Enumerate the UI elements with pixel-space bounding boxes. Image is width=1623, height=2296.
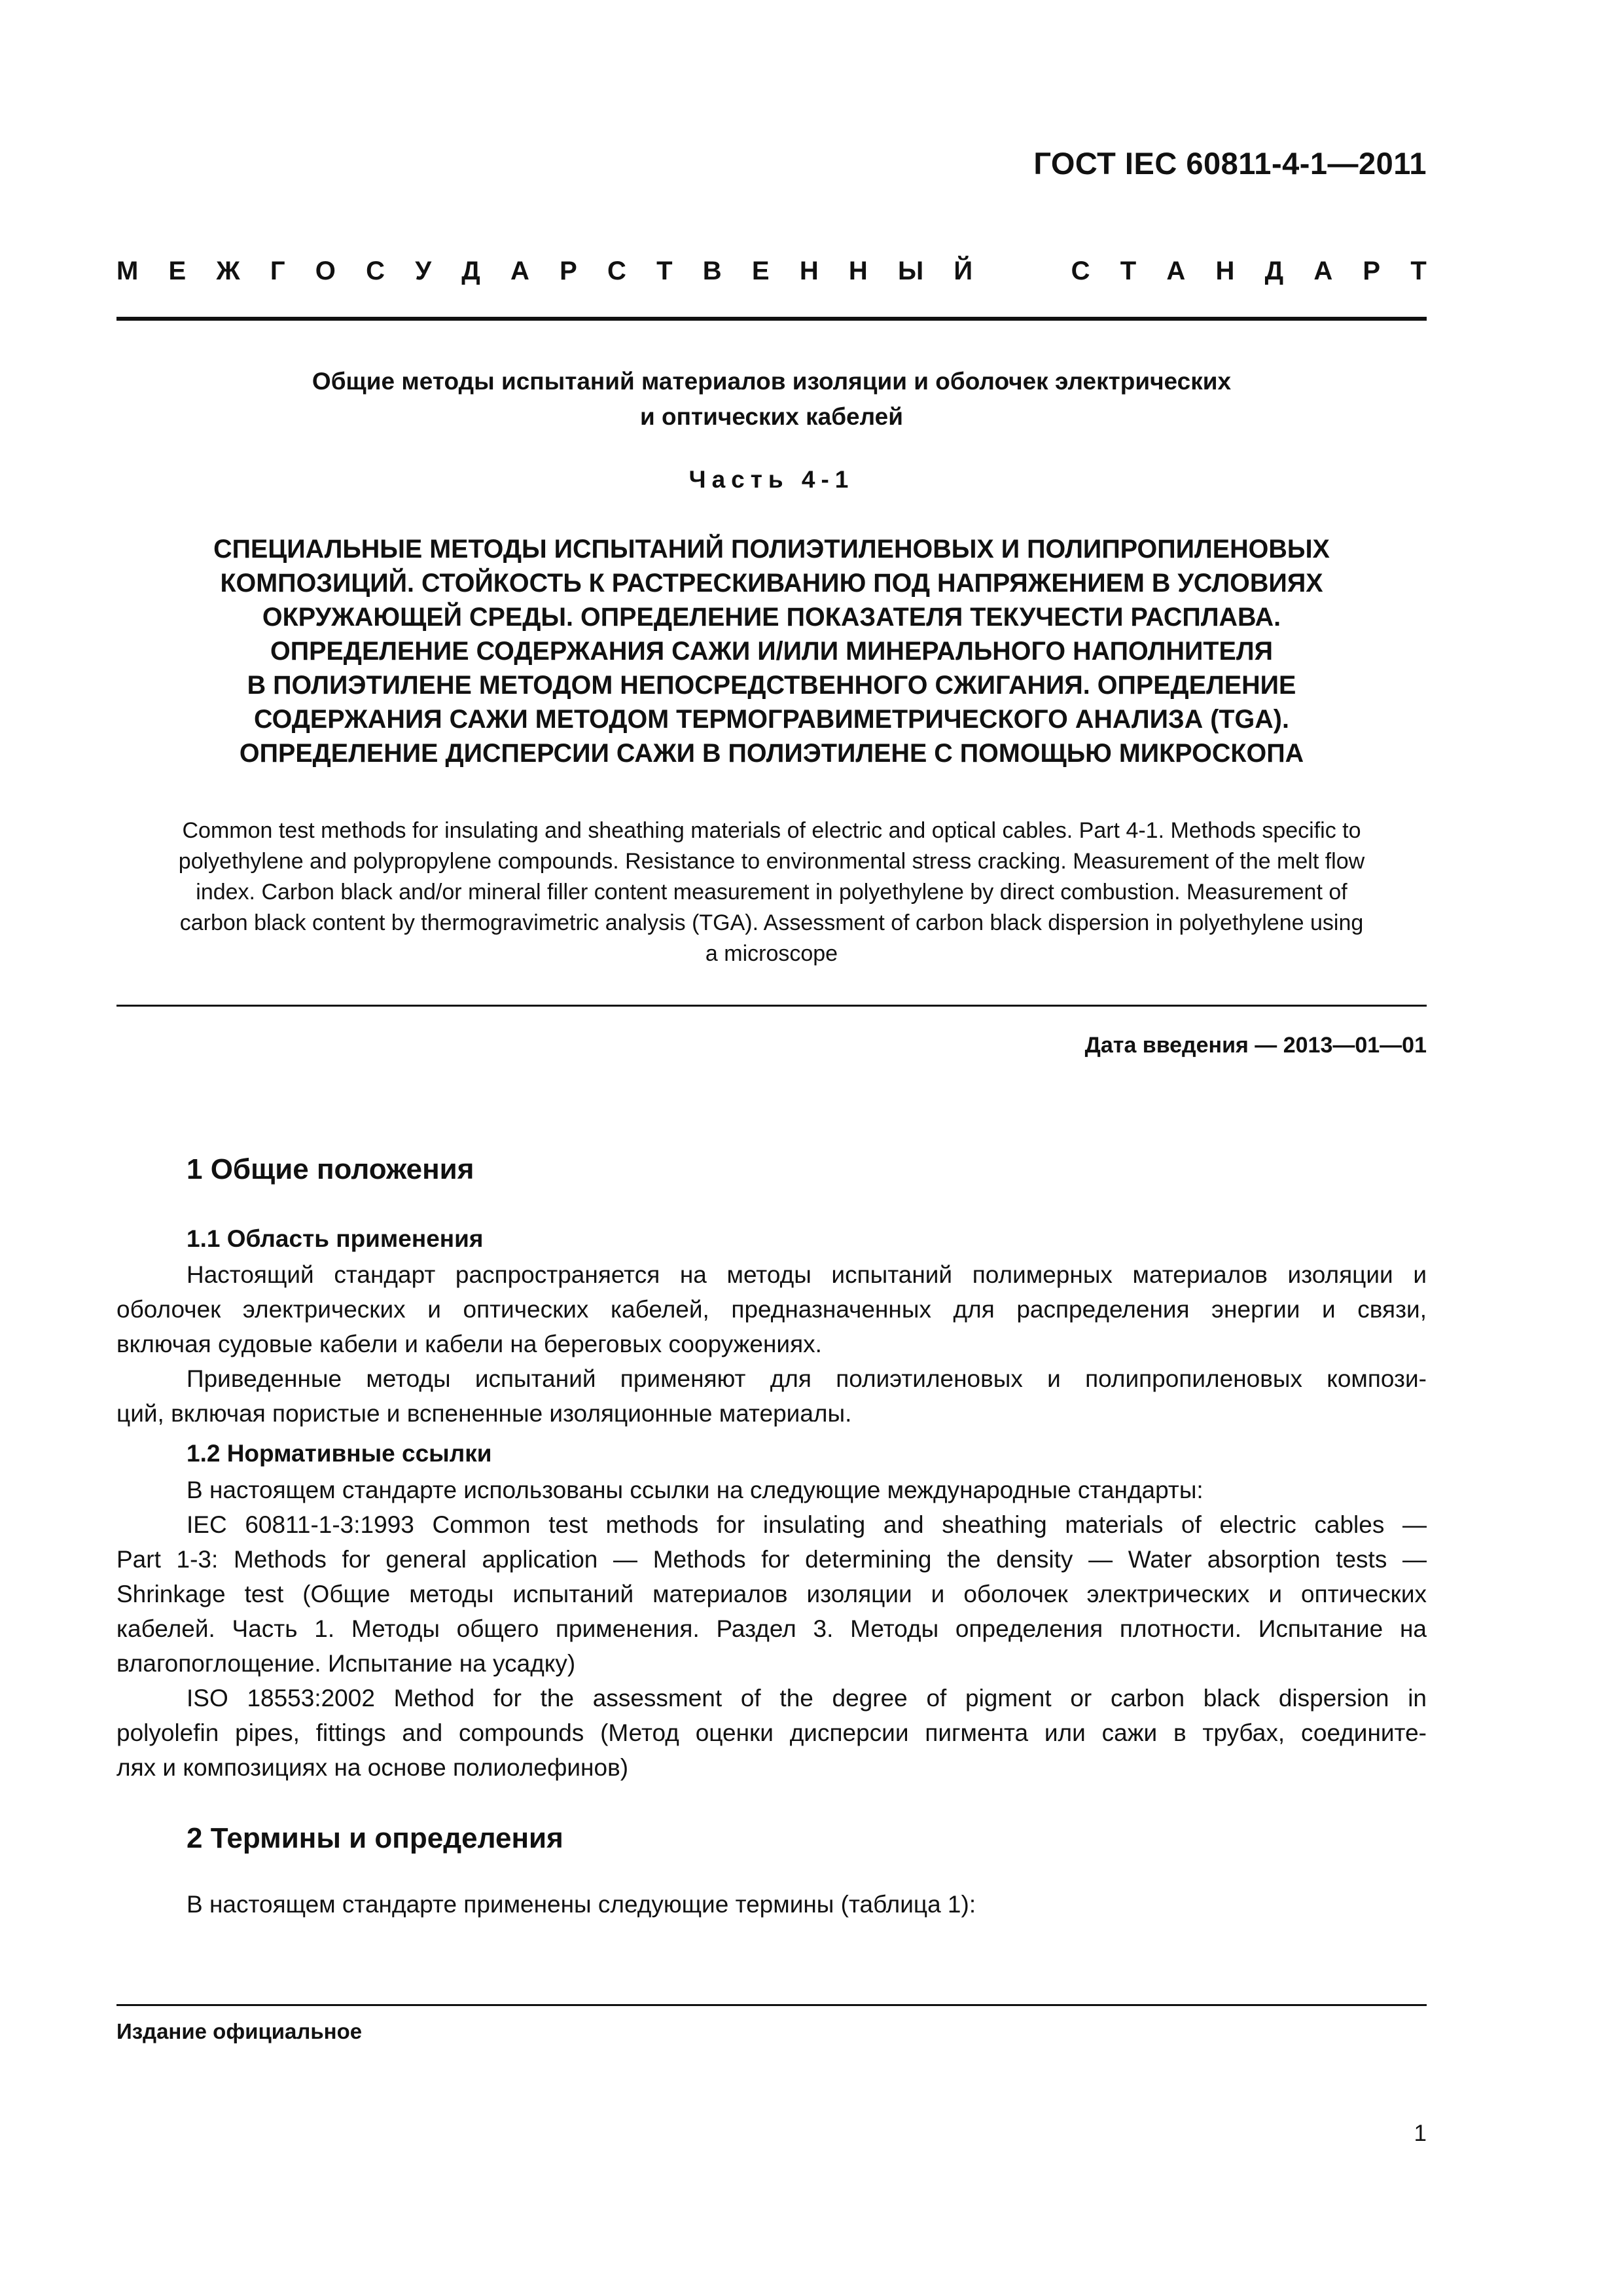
official-edition-label: Издание официальное — [116, 2019, 363, 2043]
standard-type-letter: С — [366, 257, 385, 285]
section-1-2-text — [116, 1473, 1427, 1785]
title-line: и оптических кабелей — [640, 403, 903, 430]
header-divider — [116, 317, 1427, 321]
text-line: ций, включая пористые и вспененные изоляционные материалы. — [116, 1400, 852, 1427]
standard-type-letter: Й — [954, 257, 973, 285]
standard-type-letter: В — [702, 257, 722, 285]
document-title-ru — [116, 364, 1427, 435]
document-title-en — [116, 816, 1427, 969]
standard-type-letter: А — [1313, 257, 1333, 285]
title-en-line: a microscope — [705, 941, 838, 966]
part-label: Часть 4-1 — [688, 466, 855, 493]
title-line: Общие методы испытаний материалов изоляции и оболочек электрических — [312, 368, 1232, 395]
section-1-2-heading: 1.2 Нормативные ссылки — [187, 1440, 492, 1467]
page-number: 1 — [1414, 2121, 1427, 2146]
text-line: Приведенные методы испытаний применяют для полиэтиленовых и полипропиленовых компози- — [187, 1365, 1427, 1392]
standard-type-heading — [116, 257, 1427, 286]
standard-type-letter: А — [510, 257, 529, 285]
subtitle-line: СОДЕРЖАНИЯ САЖИ МЕТОДОМ ТЕРМОГРАВИМЕТРИЧЕСКОГО АНАЛИЗА (TGA). — [254, 705, 1289, 734]
standard-type-letter: Т — [656, 257, 673, 285]
standard-type-letter: Д — [461, 257, 480, 285]
standard-type-letter: Д — [1264, 257, 1284, 285]
footer-divider — [116, 2004, 1427, 2006]
standard-type-letter: М — [116, 257, 139, 285]
standard-type-letter: Ы — [898, 257, 924, 285]
subtitle-line: ОКРУЖАЮЩЕЙ СРЕДЫ. ОПРЕДЕЛЕНИЕ ПОКАЗАТЕЛЯ ТЕКУЧЕСТИ РАСПЛАВА. — [262, 603, 1281, 632]
section-1-1-heading: 1.1 Область применения — [187, 1225, 484, 1252]
introduction-date: Дата введения — 2013—01—01 — [1084, 1033, 1427, 1058]
standard-type-letter: Н — [799, 257, 819, 285]
text-line: лях и композициях на основе полиолефинов) — [116, 1754, 629, 1781]
document-number: ГОСТ IEC 60811-4-1—2011 — [1033, 146, 1427, 181]
standard-type-letter: Т — [1410, 257, 1427, 285]
section-1-heading: 1 Общие положения — [187, 1153, 474, 1185]
standard-type-letter: С — [607, 257, 626, 285]
subtitle-line: ОПРЕДЕЛЕНИЕ СОДЕРЖАНИЯ САЖИ И/ИЛИ МИНЕРАЛЬНОГО НАПОЛНИТЕЛЯ — [270, 637, 1273, 666]
standard-type-letter: С — [1071, 257, 1090, 285]
section-2-heading: 2 Термины и определения — [187, 1822, 563, 1854]
text-line: включая судовые кабели и кабели на береговых сооружениях. — [116, 1331, 822, 1357]
standard-type-letter: А — [1166, 257, 1186, 285]
word-gap — [1003, 257, 1041, 286]
title-en-line: carbon black content by thermogravimetric analysis (TGA). Assessment of carbon black dispersion in polyethylene using — [179, 910, 1364, 935]
standard-type-letter: Е — [751, 257, 770, 285]
title-en-line: index. Carbon black and/or mineral filler content measurement in polyethylene by direct combustion. Measurement of — [196, 880, 1347, 905]
subtitle-line: В ПОЛИЭТИЛЕНЕ МЕТОДОМ НЕПОСРЕДСТВЕННОГО СЖИГАНИЯ. ОПРЕДЕЛЕНИЕ — [247, 671, 1296, 700]
standard-type-letter: Е — [168, 257, 187, 285]
document-subtitle-ru — [116, 532, 1427, 770]
standard-type-letter: Т — [1120, 257, 1137, 285]
standard-type-letter: Р — [560, 257, 577, 285]
text-line: Part 1-3: Methods for general application — Methods for determining the density — Water absorption tests — — [116, 1546, 1427, 1573]
text-line: В настоящем стандарте использованы ссылки на следующие международные стандарты: — [187, 1477, 1204, 1503]
text-line: ISO 18553:2002 Method for the assessment of the degree of pigment or carbon black dispersion in — [187, 1685, 1427, 1712]
standard-type-letter: Р — [1363, 257, 1381, 285]
standard-type-letter: У — [415, 257, 432, 285]
subtitle-line: ОПРЕДЕЛЕНИЕ ДИСПЕРСИИ САЖИ В ПОЛИЭТИЛЕНЕ С ПОМОЩЬЮ МИКРОСКОПА — [239, 739, 1304, 768]
section-2-text — [116, 1887, 1427, 1922]
section-1-1-text — [116, 1257, 1427, 1431]
text-line: IEC 60811-1-3:1993 Common test methods for insulating and sheathing materials of electric cables — — [187, 1511, 1427, 1538]
title-en-line: polyethylene and polypropylene compounds. Resistance to environmental stress cracking. Measurement of the melt flow — [178, 849, 1365, 874]
subtitle-line: КОМПОЗИЦИЙ. СТОЙКОСТЬ К РАСТРЕСКИВАНИЮ ПОД НАПРЯЖЕНИЕМ В УСЛОВИЯХ — [220, 569, 1323, 598]
text-line: Shrinkage test (Общие методы испытаний материалов изоляции и оболочек электрических и оптических — [116, 1581, 1427, 1607]
text-line: polyolefin pipes, fittings and compounds (Метод оценки дисперсии пигмента или сажи в трубах, соедините- — [116, 1719, 1427, 1746]
standard-type-letter: О — [315, 257, 336, 285]
text-line: В настоящем стандарте применены следующие термины (таблица 1): — [187, 1891, 976, 1918]
subtitle-line: СПЕЦИАЛЬНЫЕ МЕТОДЫ ИСПЫТАНИЙ ПОЛИЭТИЛЕНОВЫХ И ПОЛИПРОПИЛЕНОВЫХ — [213, 535, 1330, 564]
text-line: оболочек электрических и оптических кабелей, предназначенных для распределения энергии и связи, — [116, 1296, 1427, 1323]
standard-type-letter: Н — [848, 257, 868, 285]
standard-type-letter: Н — [1215, 257, 1235, 285]
standard-type-letter: Ж — [216, 257, 240, 285]
standard-type-letter: Г — [270, 257, 285, 285]
text-line: Настоящий стандарт распространяется на методы испытаний полимерных материалов изоляции и — [187, 1261, 1427, 1288]
title-en-line: Common test methods for insulating and sheathing materials of electric and optical cables. Part 4-1. Methods specific to — [182, 818, 1361, 843]
text-line: влагопоглощение. Испытание на усадку) — [116, 1650, 576, 1677]
title-divider — [116, 1005, 1427, 1007]
text-line: кабелей. Часть 1. Методы общего применения. Раздел 3. Методы определения плотности. Испытание на — [116, 1615, 1427, 1642]
